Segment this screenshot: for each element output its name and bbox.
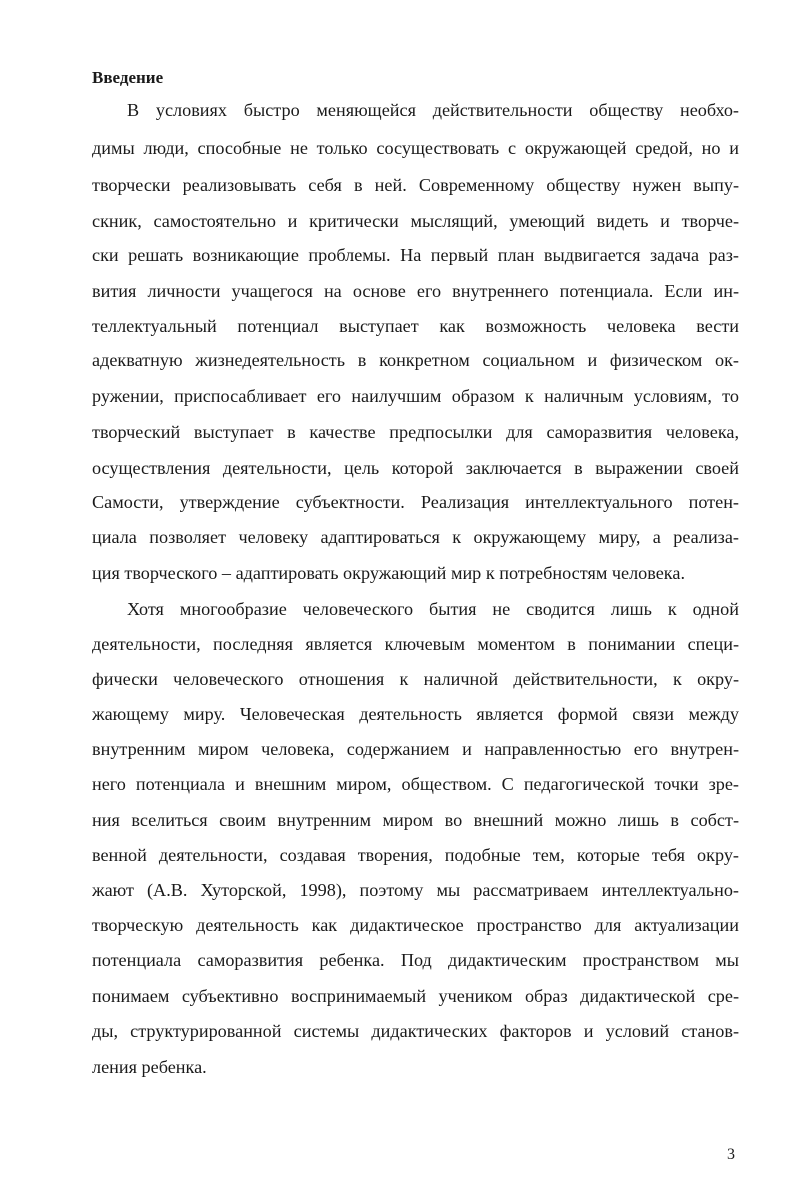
paragraph-line: ды, структурированной системы дидактических факторов и условий станов- (92, 1021, 739, 1041)
paragraph-line: ружении, приспосабливает его наилучшим образом к наличным условиям, то (92, 386, 739, 406)
paragraph-line: ления ребенка. (92, 1057, 207, 1077)
section-heading: Введение (92, 68, 164, 87)
paragraph-line: внутренним миром человека, содержанием и направленностью его внутрен- (92, 739, 739, 759)
paragraph-line: димы люди, способные не только сосуществовать с окружающей средой, но и (92, 138, 739, 158)
paragraph-line: осуществления деятельности, цель которой заключается в выражении своей (92, 458, 739, 478)
paragraph-line: Хотя многообразие человеческого бытия не сводится лишь к одной (127, 599, 739, 619)
paragraph-line: понимаем субъективно воспринимаемый учеником образ дидактической сре- (92, 986, 739, 1006)
paragraph-line: циала позволяет человеку адаптироваться к окружающему миру, а реализа- (92, 527, 739, 547)
paragraph-line: адекватную жизнедеятельность в конкретном социальном и физическом ок- (92, 350, 739, 370)
page-number: 3 (727, 1146, 735, 1163)
paragraph-line: потенциала саморазвития ребенка. Под дидактическим пространством мы (92, 950, 739, 970)
paragraph-line: Самости, утверждение субъектности. Реализация интеллектуального потен- (92, 492, 739, 512)
paragraph-line: творческую деятельность как дидактическое пространство для актуализации (92, 915, 739, 935)
paragraph-line: творчески реализовывать себя в ней. Современному обществу нужен выпу- (92, 175, 739, 195)
paragraph-line: ски решать возникающие проблемы. На первый план выдвигается задача раз- (92, 245, 739, 265)
paragraph-line: венной деятельности, создавая творения, подобные тем, которые тебя окру- (92, 845, 739, 865)
paragraph-line: фически человеческого отношения к наличной действительности, к окру- (92, 669, 739, 689)
paragraph-line: В условиях быстро меняющейся действительности обществу необхо- (127, 100, 739, 120)
paragraph-line: творческий выступает в качестве предпосылки для саморазвития человека, (92, 422, 739, 442)
paragraph-line: теллектуальный потенциал выступает как возможность человека вести (92, 316, 739, 336)
paragraph-line: ния вселиться своим внутренним миром во внешний можно лишь в собст- (92, 810, 739, 830)
paragraph-line: ция творческого – адаптировать окружающий мир к потребностям человека. (92, 563, 685, 583)
paragraph-line: жающему миру. Человеческая деятельность является формой связи между (92, 704, 739, 724)
paragraph-line: вития личности учащегося на основе его внутреннего потенциала. Если ин- (92, 281, 739, 301)
paragraph-line: него потенциала и внешним миром, обществом. С педагогической точки зре- (92, 774, 739, 794)
paragraph-line: жают (А.В. Хуторской, 1998), поэтому мы рассматриваем интеллектуально- (92, 880, 739, 900)
paragraph-line: деятельности, последняя является ключевым моментом в понимании специ- (92, 634, 739, 654)
paragraph-line: скник, самостоятельно и критически мыслящий, умеющий видеть и творче- (92, 211, 739, 231)
